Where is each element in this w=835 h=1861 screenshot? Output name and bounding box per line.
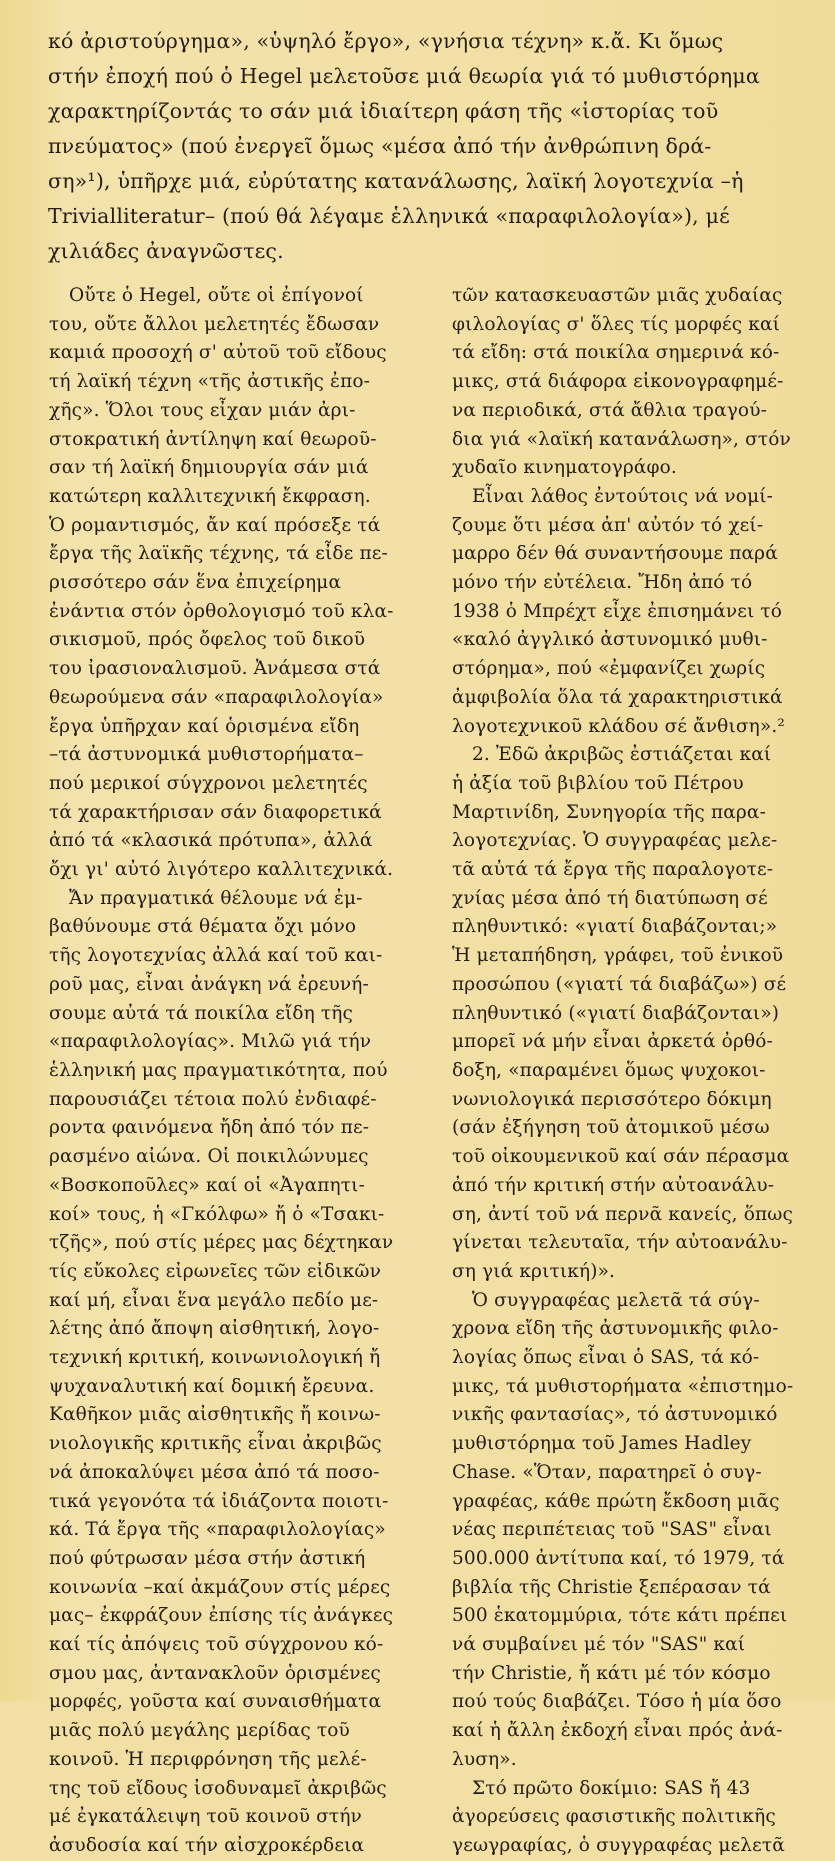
text-line: νικῆς φαντασίας», τό ἀστυνομικό [452,1404,778,1426]
text-line: σουμε αὐτά τά ποικίλα εἴδη τῆς [49,1002,354,1024]
text-line: Στό πρῶτο δοκίμιο: SAS ἤ 43 [472,1777,751,1799]
text-line: –τά ἀστυνομικά μυθιστορήματα– [49,744,364,766]
text-line: μόνο τήν εὐτέλεια. Ἤδη ἀπό τό [452,572,753,594]
text-line: λογοτεχνίας. Ὁ συγγραφέας μελε- [452,830,778,852]
text-line: πού μερικοί σύγχρονοι μελετητές [49,772,368,794]
text-line: ση, ἀντί τοῦ νά περνᾶ κανείς, ὅπως [452,1203,794,1225]
text-line: δοξη, «παραμένει ὅμως ψυχοκοι- [452,1059,766,1081]
top-paragraph [48,24,808,269]
text-line: πνεύματος» (πού ἐνεργεῖ ὅμως «μέσα ἀπό τήν ἀνθρώπινη δρά- [48,134,712,158]
text-line: τῆς λογοτεχνίας ἀλλά καί τοῦ και- [49,945,383,967]
text-line: ὄχι γι' αὐτό λιγότερο καλλιτεχνικά. [49,859,394,881]
text-line: «Βοσκοποῦλες» καί οἱ «Ἀγαπητι- [49,1174,365,1196]
text-line: ση γιά κριτική)». [452,1260,616,1282]
text-line: της τοῦ εἴδους ἰσοδυναμεῖ ἀκριβῶς [49,1777,387,1799]
text-line: Καθῆκον μιᾶς αἰσθητικῆς ἤ κοινω- [49,1404,381,1426]
text-line: κατώτερη καλλιτεχνική ἔκφραση. [49,485,371,507]
text-line: τά χαρακτήρισαν σάν διαφορετικά [49,801,382,823]
text-line: να περιοδικά, στά ἄθλια τραγού- [452,399,768,421]
text-line: στήν ἐποχή πού ὁ Hegel μελετοῦσε μιά θεωρία γιά τό μυθιστόρημα [48,64,760,88]
right-column [452,282,812,1861]
text-line: «παραφιλολογίας». Μιλῶ γιά τήν [49,1031,372,1053]
text-line: χρονα εἴδη τῆς ἀστυνομικῆς φιλο- [452,1318,779,1340]
text-line: γραφέας, κάθε πρώτη ἔκδοση μιᾶς [452,1490,780,1512]
text-line: ψυχαναλυτική καί δομική ἔρευνα. [49,1375,375,1397]
text-line: ροῦ μας, εἶναι ἀνάγκη νά ἐρευνή- [49,973,369,995]
text-line: Trivialliteratur– (πού θά λέγαμε ἑλληνικά «παραφιλολογία»), μέ [48,204,730,228]
text-line: ἔργα ὑπῆρχαν καί ὁρισμένα εἴδη [49,715,360,737]
text-line: 500.000 ἀντίτυπα καί, τό 1979, τά [452,1547,785,1569]
text-line: τζῆς», πού στίς μέρες μας δέχτηκαν [49,1232,394,1254]
text-line: μαρρο δέν θά συναντήσουμε παρά [452,543,778,565]
text-line: κοινοῦ. Ἡ περιφρόνηση τῆς μελέ- [49,1748,367,1770]
text-line: λέτης ἀπό ἄποψη αἰσθητική, λογο- [49,1318,380,1340]
text-line: μπορεῖ νά μήν εἶναι ἀρκετά ὀρθό- [452,1031,773,1053]
text-line: λογοτεχνικοῦ κλάδου σέ ἄνθιση».² [452,715,785,737]
text-line: μυθιστόρημα τοῦ James Hadley [452,1433,752,1455]
text-line: νέας περιπέτειας τοῦ "SAS" εἶναι [452,1519,772,1541]
text-line: 500 ἑκατομμύρια, τότε κάτι πρέπει [452,1605,788,1627]
text-line: θεωρούμενα σάν «παραφιλολογία» [49,686,384,708]
text-line: καμιά προσοχή σ' αὐτοῦ τοῦ εἴδους [49,342,387,364]
text-line: γίνεται τελευταῖα, τήν αὐτοανάλυ- [452,1232,788,1254]
text-line: κά. Τά ἔργα τῆς «παραφιλολογίας» [49,1519,386,1541]
text-line: του ἰρασιοναλισμοῦ. Ἀνάμεσα στά [49,658,381,680]
text-line: ἑλληνική μας πραγματικότητα, πού [49,1059,388,1081]
text-line: ἡ ἀξία τοῦ βιβλίου τοῦ Πέτρου [452,772,744,794]
text-line: τή λαϊκή τέχνη «τῆς ἀστικῆς ἐπο- [49,371,371,393]
text-line: σαν τή λαϊκή δημιουργία σάν μιά [49,457,369,479]
text-line: νιολογικῆς κριτικῆς εἶναι ἀκριβῶς [49,1433,382,1455]
text-line: ρασμένο αἰώνα. Οἱ ποικιλώνυμες [49,1146,369,1168]
text-line: 1938 ὁ Μπρέχτ εἶχε ἐπισημάνει τό [452,600,783,622]
text-line: νά ἀποκαλύψει μέσα ἀπό τά ποσο- [49,1461,380,1483]
text-line: ἀσυδοσία καί τήν αἰσχροκέρδεια [49,1834,365,1856]
text-line: ροντα φαινόμενα ἤδη ἀπό τόν πε- [49,1117,370,1139]
text-line: μιᾶς πολύ μεγάλης μερίδας τοῦ [49,1720,350,1742]
text-line: λογίας ὅπως εἶναι ὁ SAS, τά κό- [452,1347,760,1369]
text-line: μας– ἐκφράζουν ἐπίσης τίς ἀνάγκες [49,1605,394,1627]
text-line: ἐνάντια στόν ὀρθολογισμό τοῦ κλα- [49,600,394,622]
text-line: νά συμβαίνει μέ τόν "SAS" καί [452,1634,746,1656]
text-line: ἔργα τῆς λαϊκῆς τέχνης, τά εἶδε πε- [49,543,388,565]
text-line: τῶν κατασκευαστῶν μιᾶς χυδαίας [452,285,783,306]
text-line: βαθύνουμε στά θέματα ὄχι μόνο [49,916,357,938]
text-line: ἀμφιβολία ὅλα τά χαρακτηριστικά [452,686,783,708]
text-line: φιλολογίας σ' ὅλες τίς μορφές καί [452,313,781,335]
text-line: χαρακτηρίζοντάς το σάν μιά ἰδιαίτερη φάση τῆς «ἱστορίας τοῦ [48,99,719,123]
text-line: Ὁ ρομαντισμός, ἄν καί πρόσεξε τά [49,514,381,536]
text-line: Μαρτινίδη, Συνηγορία τῆς παρα- [452,801,766,823]
text-line: μικς, τά μυθιστορήματα «ἐπιστημο- [452,1375,794,1397]
text-line: πού τούς διαβάζει. Τόσο ἡ μία ὅσο [452,1691,782,1713]
text-line: πληθυντικό: «γιατί διαβάζονται;» [452,916,778,938]
text-line: καί ἡ ἄλλη ἐκδοχή εἶναι πρός ἀνά- [452,1720,783,1742]
text-line: του, οὔτε ἄλλοι μελετητές ἔδωσαν [49,313,380,335]
text-line: ρισσότερο σάν ἕνα ἐπιχείρημα [49,572,342,594]
text-line: ἀγορεύσεις φασιστικῆς πολιτικῆς [452,1806,776,1828]
left-column [49,282,407,1861]
text-line: μικς, στά διάφορα εἰκονογραφημέ- [452,371,784,393]
text-line: ἀπό τά «κλασικά πρότυπα», ἀλλά [49,830,373,852]
text-line: 2. Ἐδῶ ἀκριβῶς ἐστιάζεται καί [472,744,772,766]
text-line: στόρημα», πού «ἐμφανίζει χωρίς [452,658,766,680]
text-line: Ἄν πραγματικά θέλουμε νά ἐμ- [69,887,363,909]
text-line: κοινωνία –καί ἀκμάζουν στίς μέρες [49,1576,391,1598]
text-line: δια γιά «λαϊκή κατανάλωση», στόν [452,428,791,450]
text-line: Εἶναι λάθος ἐντούτοις νά νομί- [472,485,774,507]
text-line: τίς εὔκολες εἰρωνεῖες τῶν εἰδικῶν [49,1260,382,1282]
text-line: ἀπό τήν κριτική στήν αὐτοανάλυ- [452,1174,775,1196]
text-line: καί τίς ἀπόψεις τοῦ σύγχρονου κό- [49,1634,384,1656]
text-line: Chase. «Ὅταν, παρατηρεῖ ὁ συγ- [452,1461,762,1483]
text-line: μορφές, γοῦστα καί συναισθήματα [49,1691,382,1713]
text-line: τοῦ οἰκουμενικοῦ καί σάν πέρασμα [452,1146,790,1168]
text-line: χυδαῖο κινηματογράφο. [452,457,677,479]
text-line: σικισμοῦ, πρός ὄφελος τοῦ δικοῦ [49,629,366,651]
text-line: παρουσιάζει τέτοια πολύ ἐνδιαφέ- [49,1088,377,1110]
text-line: βιβλία τῆς Christie ξεπέρασαν τά [452,1576,771,1598]
text-line: πού φύτρωσαν μέσα στήν ἀστική [49,1547,366,1569]
text-line: ση»¹), ὑπῆρχε μιά, εὐρύτατης κατανάλωσης, λαϊκή λογοτεχνία –ἡ [48,169,744,193]
text-line: (σάν ἐξήγηση τοῦ ἀτομικοῦ μέσω [452,1117,770,1139]
text-line: κοί» τους, ἡ «Γκόλφω» ἤ ὁ «Τσακι- [49,1203,385,1225]
text-line: ζουμε ὅτι μέσα ἀπ' αὐτόν τό χεί- [452,514,764,536]
text-line: χιλιάδες ἀναγνῶστες. [48,239,284,263]
text-line: τᾶ αὐτά τά ἔργα τῆς παραλογοτε- [452,859,774,881]
text-line: προσώπου («γιατί τά διαβάζω») σέ [452,973,787,995]
text-line: τικά γεγονότα τά ἰδιάζοντα ποιοτι- [49,1490,389,1512]
text-line: νωνιολογικά περισσότερο δόκιμη [452,1088,772,1110]
text-line: γεωγραφίας, ὁ συγγραφέας μελετᾶ [452,1834,785,1856]
text-line: Ἡ μεταπήδηση, γράφει, τοῦ ἑνικοῦ [452,945,784,967]
text-line: τήν Christie, ἤ κάτι μέ τόν κόσμο [452,1662,771,1684]
text-line: στοκρατική ἀντίληψη καί θεωροῦ- [49,428,377,450]
text-line: «καλό ἀγγλικό ἀστυνομικό μυθι- [452,629,768,651]
text-line: τεχνική κριτική, κοινωνιολογική ἤ [49,1347,381,1369]
text-line: χνίας μέσα ἀπό τή διατύπωση σέ [452,887,768,909]
text-line: πληθυντικό («γιατί διαβάζονται») [452,1002,780,1024]
text-line: κό ἀριστούργημα», «ὑψηλό ἔργο», «γνήσια τέχνη» κ.ἄ. Κι ὅμως [48,29,724,53]
text-line: Οὔτε ὁ Hegel, οὔτε οἱ ἐπίγονοί [69,285,364,306]
text-line: μέ ἐγκατάλειψη τοῦ κοινοῦ στήν [49,1806,362,1828]
text-line: σμου μας, ἀντανακλοῦν ὁρισμένες [49,1662,381,1684]
text-line: καί μή, εἶναι ἕνα μεγάλο πεδίο με- [49,1289,379,1311]
text-line: χῆς». Ὅλοι τους εἶχαν μιάν ἀρι- [49,399,356,421]
text-line: τά εἴδη: στά ποικίλα σημερινά κό- [452,342,780,364]
text-line: λυση». [452,1748,517,1770]
text-line: Ὁ συγγραφέας μελετᾶ τά σύγ- [472,1289,760,1311]
